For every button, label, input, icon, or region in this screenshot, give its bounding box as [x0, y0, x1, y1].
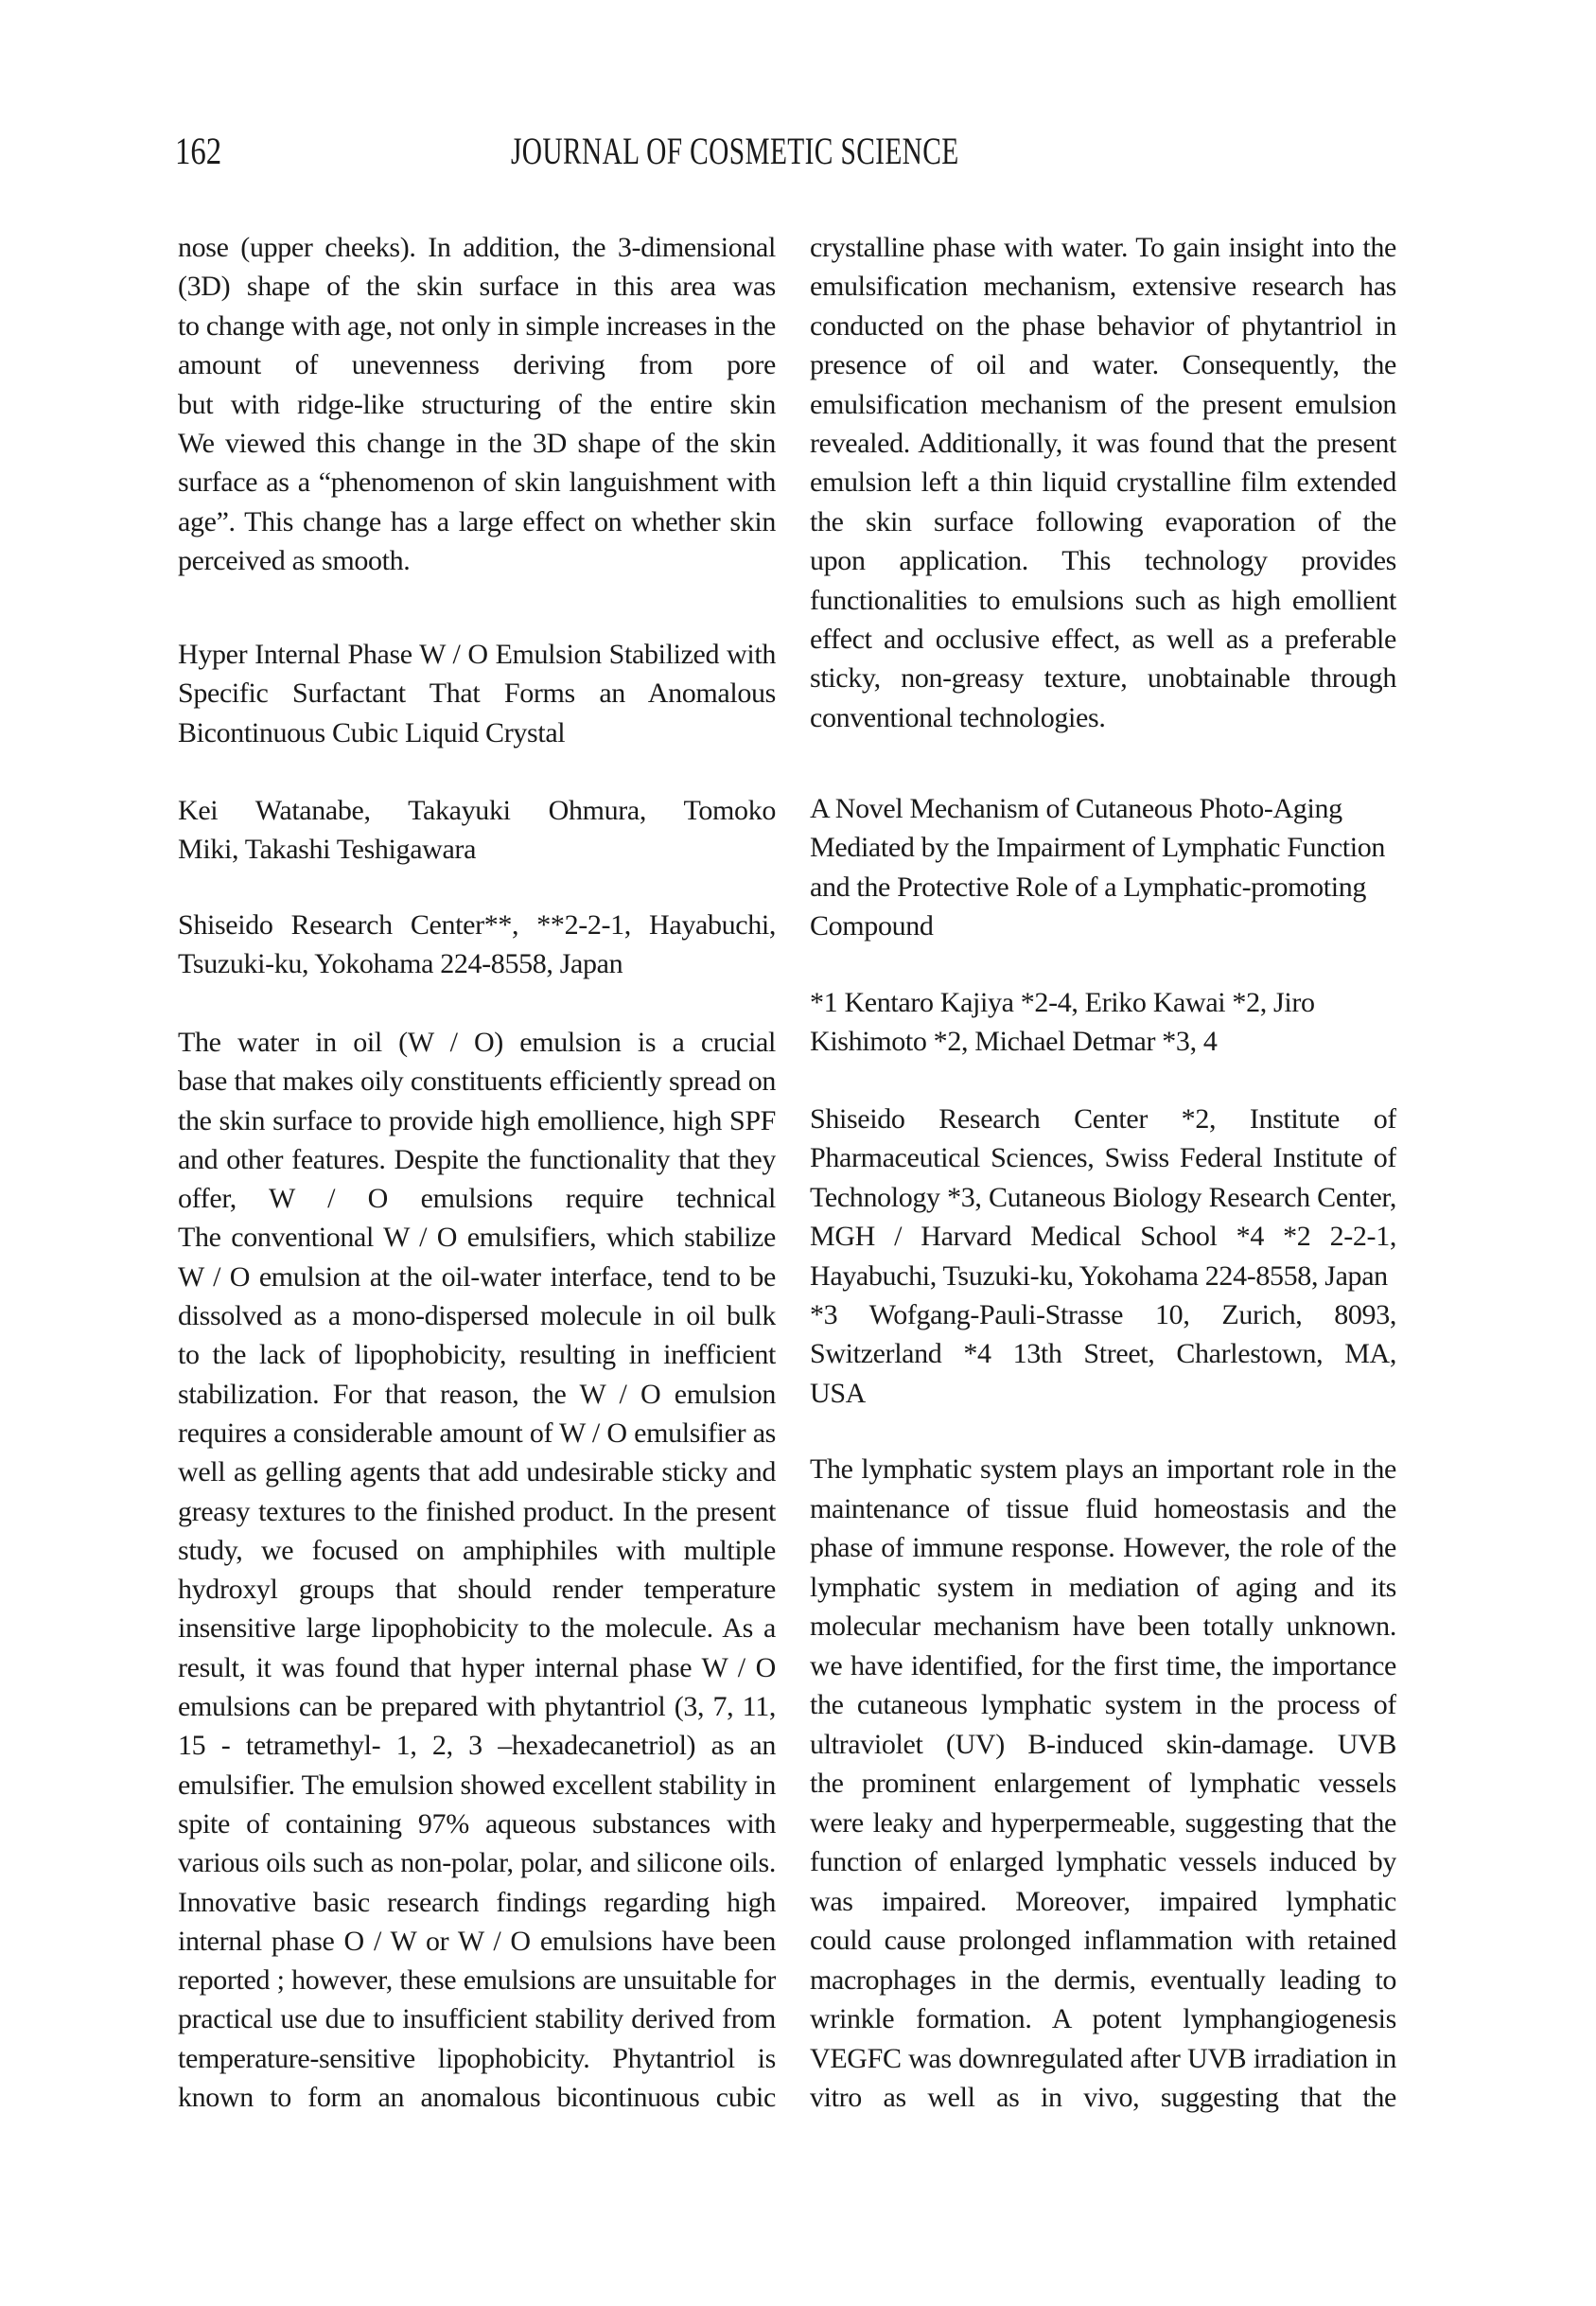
- authors-line: Kishimoto *2, Michael Detmar *3, 4: [810, 1026, 1218, 1058]
- text-line: was impaired. Moreover, impaired lymphatic: [810, 1885, 1396, 1917]
- text-line: known to form an anomalous bicontinuous cubic: [178, 2082, 776, 2114]
- page-number: 162: [175, 130, 222, 172]
- text-line: the skin surface to provide high emollience, high SPF: [178, 1104, 776, 1136]
- text-line: various oils such as non-polar, polar, and silicone oils.: [178, 1847, 776, 1879]
- text-line: reported ; however, these emulsions are unsuitable for: [178, 1964, 776, 1997]
- text-line: result, it was found that hyper internal phase W / O: [178, 1651, 776, 1683]
- text-line: macrophages in the dermis, eventually leading to: [810, 1963, 1396, 1996]
- text-line: emulsion left a thin liquid crystalline film extended: [810, 466, 1396, 499]
- text-line: The conventional W / O emulsifiers, which stabilize: [178, 1222, 776, 1254]
- affiliation-line: USA: [810, 1377, 866, 1409]
- title-line: Bicontinuous Cubic Liquid Crystal: [178, 716, 566, 748]
- text-line: conducted on the phase behavior of phytantriol in: [810, 309, 1396, 342]
- text-line: well as gelling agents that add undesirable sticky and: [178, 1456, 776, 1488]
- text-line: but with ridge-like structuring of the entire skin: [178, 388, 776, 420]
- text-line: and other features. Despite the functionality that they: [178, 1143, 776, 1175]
- text-line: presence of oil and water. Consequently, the: [810, 349, 1396, 381]
- text-line: amount of unevenness deriving from pore: [178, 349, 776, 381]
- text-line: practical use due to insufficient stability derived from: [178, 2003, 776, 2035]
- title-line: A Novel Mechanism of Cutaneous Photo-Aging: [810, 793, 1342, 824]
- text-line: sticky, non-greasy texture, unobtainable through: [810, 662, 1396, 695]
- article-abstract: [178, 1023, 776, 2117]
- text-line: were leaky and hyperpermeable, suggesting that the: [810, 1806, 1396, 1839]
- text-line: base that makes oily constituents efficiently spread on: [178, 1065, 776, 1098]
- authors-line: Miki, Takashi Teshigawara: [178, 834, 477, 866]
- text-line: study, we focused on amphiphiles with multiple: [178, 1534, 776, 1566]
- article-affiliation: [810, 1100, 1396, 1413]
- text-line: maintenance of tissue fluid homeostasis and the: [810, 1492, 1396, 1524]
- text-line: VEGFC was downregulated after UVB irradiation in: [810, 2042, 1396, 2074]
- text-line: (3D) shape of the skin surface in this area was: [178, 271, 776, 303]
- title-line: Hyper Internal Phase W / O Emulsion Stabilized with: [178, 639, 776, 670]
- text-line: ultraviolet (UV) B-induced skin-damage. UVB: [810, 1728, 1396, 1760]
- text-line: We viewed this change in the 3D shape of the skin: [178, 427, 776, 459]
- text-line: the skin surface following evaporation of the: [810, 505, 1396, 537]
- text-line: hydroxyl groups that should render temperature: [178, 1574, 776, 1606]
- text-line: the cutaneous lymphatic system in the process of: [810, 1689, 1396, 1720]
- text-line: wrinkle formation. A potent lymphangiogenesis: [810, 2003, 1396, 2034]
- text-line: Innovative basic research findings regarding high: [178, 1886, 776, 1918]
- text-line: age”. This change has a large effect on whether skin: [178, 505, 776, 537]
- text-line: upon application. This technology provides: [810, 545, 1396, 577]
- journal-title: JOURNAL OF COSMETIC SCIENCE: [511, 130, 959, 172]
- text-line: the prominent enlargement of lymphatic vessels: [810, 1768, 1396, 1799]
- text-line: revealed. Additionally, it was found that the present: [810, 427, 1396, 459]
- text-line: conventional technologies.: [810, 701, 1106, 733]
- text-line: W / O emulsion at the oil-water interface, tend to be: [178, 1260, 776, 1293]
- text-line: The lymphatic system plays an important role in the: [810, 1453, 1396, 1485]
- text-line: spite of containing 97% aqueous substances with: [178, 1807, 776, 1840]
- text-line: to change with age, not only in simple increases in the: [178, 309, 776, 342]
- text-line: function of enlarged lymphatic vessels induced by: [810, 1846, 1396, 1877]
- affiliation-line: MGH / Harvard Medical School *4 *2 2-2-1,: [810, 1221, 1396, 1253]
- text-line: could cause prolonged inflammation with retained: [810, 1925, 1396, 1956]
- text-line: requires a considerable amount of W / O emulsifier as: [178, 1417, 776, 1449]
- article-authors: [178, 791, 776, 870]
- text-line: 15 - tetramethyl- 1, 2, 3 –hexadecanetriol) as an: [178, 1730, 776, 1762]
- text-line: emulsions can be prepared with phytantriol (3, 7, 11,: [178, 1691, 776, 1723]
- affiliation-line: Shiseido Research Center *2, Institute of: [810, 1103, 1396, 1135]
- affiliation-line: Hayabuchi, Tsuzuki-ku, Yokohama 224-8558, Japan: [810, 1259, 1388, 1292]
- text-line: offer, W / O emulsions require technical: [178, 1183, 776, 1215]
- text-line: The water in oil (W / O) emulsion is a crucial: [178, 1027, 776, 1058]
- title-line: and the Protective Role of a Lymphatic-promoting: [810, 871, 1367, 903]
- text-line: crystalline phase with water. To gain insight into the: [810, 232, 1396, 263]
- article-authors: [810, 983, 1396, 1062]
- text-line: molecular mechanism have been totally unknown.: [810, 1611, 1396, 1642]
- affiliation-line: Shiseido Research Center**, **2-2-1, Hayabuchi,: [178, 909, 776, 941]
- text-line: to the lack of lipophobicity, resulting in inefficient: [178, 1339, 776, 1371]
- text-line: emulsification mechanism, extensive research has: [810, 271, 1396, 303]
- title-line: Mediated by the Impairment of Lymphatic Function: [810, 832, 1386, 864]
- text-line: emulsification mechanism of the present emulsion: [810, 388, 1396, 420]
- text-line: dissolved as a mono-dispersed molecule in oil bulk: [178, 1300, 776, 1332]
- article-title: [810, 789, 1396, 946]
- article-abstract: [810, 1450, 1396, 2118]
- title-line: Specific Surfactant That Forms an Anomalous: [178, 678, 776, 710]
- affiliation-line: *3 Wofgang-Pauli-Strasse 10, Zurich, 8093,: [810, 1298, 1396, 1330]
- authors-line: *1 Kentaro Kajiya *2-4, Eriko Kawai *2, Jiro: [810, 987, 1315, 1018]
- text-line: effect and occlusive effect, as well as a preferable: [810, 623, 1396, 655]
- text-line: perceived as smooth.: [178, 545, 411, 577]
- text-line: functionalities to emulsions such as high emollient: [810, 584, 1396, 616]
- previous-abstract-continuation: [810, 228, 1396, 737]
- affiliation-line: Tsuzuki-ku, Yokohama 224-8558, Japan: [178, 948, 623, 980]
- text-line: stabilization. For that reason, the W / O emulsion: [178, 1378, 776, 1410]
- affiliation-line: Pharmaceutical Sciences, Swiss Federal Institute of: [810, 1142, 1396, 1174]
- affiliation-line: Switzerland *4 13th Street, Charlestown, MA,: [810, 1338, 1396, 1370]
- text-line: emulsifier. The emulsion showed excellent stability in: [178, 1769, 776, 1801]
- text-line: insensitive large lipophobicity to the molecule. As a: [178, 1612, 776, 1645]
- text-line: temperature-sensitive lipophobicity. Phytantriol is: [178, 2042, 776, 2074]
- text-line: greasy textures to the finished product. In the present: [178, 1495, 776, 1527]
- affiliation-line: Technology *3, Cutaneous Biology Research Center,: [810, 1181, 1396, 1213]
- authors-line: Kei Watanabe, Takayuki Ohmura, Tomoko: [178, 795, 776, 826]
- article-affiliation: [178, 906, 776, 984]
- title-line: Compound: [810, 910, 934, 942]
- previous-abstract-continuation: [178, 228, 776, 581]
- text-line: internal phase O / W or W / O emulsions have been: [178, 1925, 776, 1957]
- article-title: [178, 635, 776, 752]
- text-line: lymphatic system in mediation of aging and its: [810, 1571, 1396, 1603]
- text-line: vitro as well as in vivo, suggesting that the: [810, 2082, 1396, 2113]
- text-line: we have identified, for the first time, the importance: [810, 1649, 1396, 1681]
- text-line: nose (upper cheeks). In addition, the 3-dimensional: [178, 232, 776, 263]
- text-line: surface as a “phenomenon of skin languishment with: [178, 466, 776, 499]
- text-line: phase of immune response. However, the role of the: [810, 1532, 1396, 1563]
